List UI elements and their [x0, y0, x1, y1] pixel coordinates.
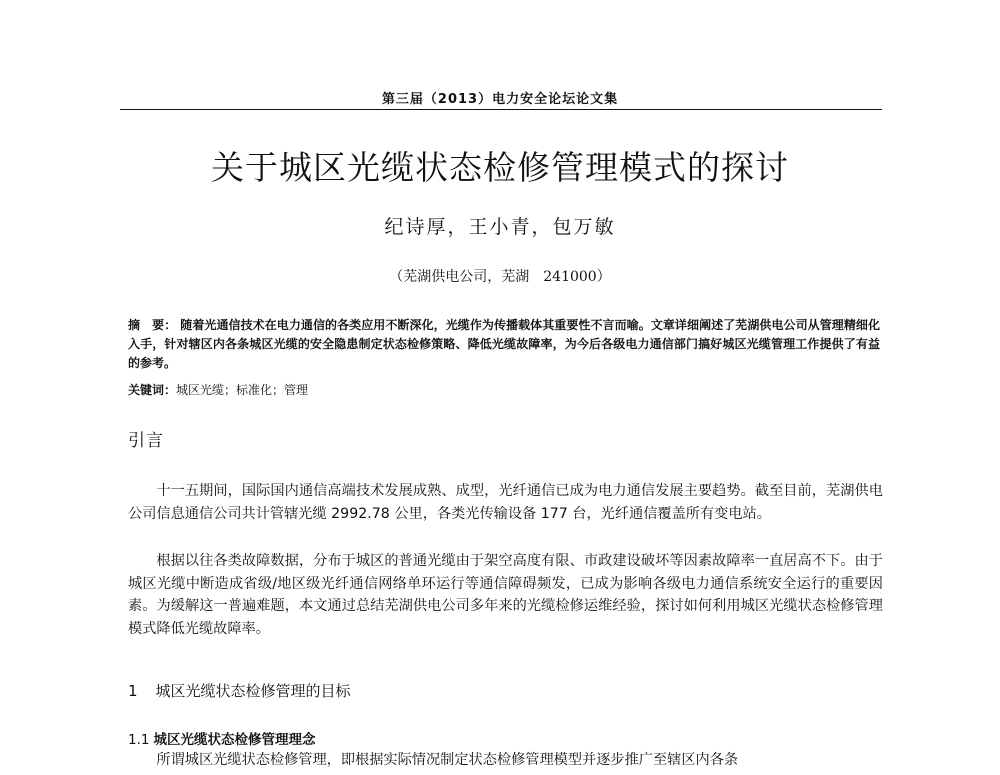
paper-title: 关于城区光缆状态检修管理模式的探讨: [211, 148, 789, 187]
keywords-text: 城区光缆；标准化；管理: [176, 383, 309, 397]
section-1-1-number: 1.1: [128, 732, 150, 748]
section-heading-1: [128, 680, 351, 701]
section-heading-1-1: [128, 728, 315, 748]
affiliation: （芜湖供电公司，芜湖 241000）: [389, 269, 611, 285]
section-1-title: 城区光缆状态检修管理的目标: [155, 682, 351, 700]
paragraph-1: 十一五期间，国际国内通信高端技术发展成熟、成型，光纤通信已成为电力通信发展主要趋势。截至目前，芜湖供电公司信息通信公司共计管辖光缆 2992.78 公里，各类光传输设备 177 台，光纤通信覆盖所有变电站。: [128, 483, 883, 522]
abstract: [128, 316, 880, 373]
abstract-text: 随着光通信技术在电力通信的各类应用不断深化，光缆作为传播载体其重要性不言而喻。文章详细阐述了芜湖供电公司从管理精细化入手，针对辖区内各条城区光缆的安全隐患制定状态检修策略、降低光缆故障率，为今后各级电力通信部门搞好城区光缆管理工作提供了有益的参考。: [128, 318, 880, 370]
abstract-label: 摘 要：: [128, 318, 177, 332]
paragraph-3: 所谓城区光缆状态检修管理，即根据实际情况制定状态检修管理模型并逐步推广至辖区内各条: [156, 752, 739, 768]
paragraph-2: 根据以往各类故障数据，分布于城区的普通光缆由于架空高度有限、市政建设破坏等因素故障率一直居高不下。由于城区光缆中断造成省级/地区级光纤通信网络单环运行等通信障碍频发，已成为影响各级电力通信系统安全运行的重要因素。为缓解这一普遍难题，本文通过总结芜湖供电公司多年来的光缆检修运维经验，探讨如何利用城区光缆状态检修管理模式降低光缆故障率。: [128, 553, 883, 637]
keywords-label: 关键词：: [128, 383, 177, 397]
section-1-1-title: 城区光缆状态检修管理理念: [153, 732, 316, 748]
running-header: 第三届（2013）电力安全论坛论文集: [381, 92, 619, 107]
keywords: [128, 381, 880, 400]
header-rule: [120, 109, 882, 110]
authors: 纪诗厚，王小青，包万敏: [384, 216, 616, 238]
section-1-number: 1: [128, 682, 138, 700]
section-heading-intro: 引言: [128, 431, 164, 451]
